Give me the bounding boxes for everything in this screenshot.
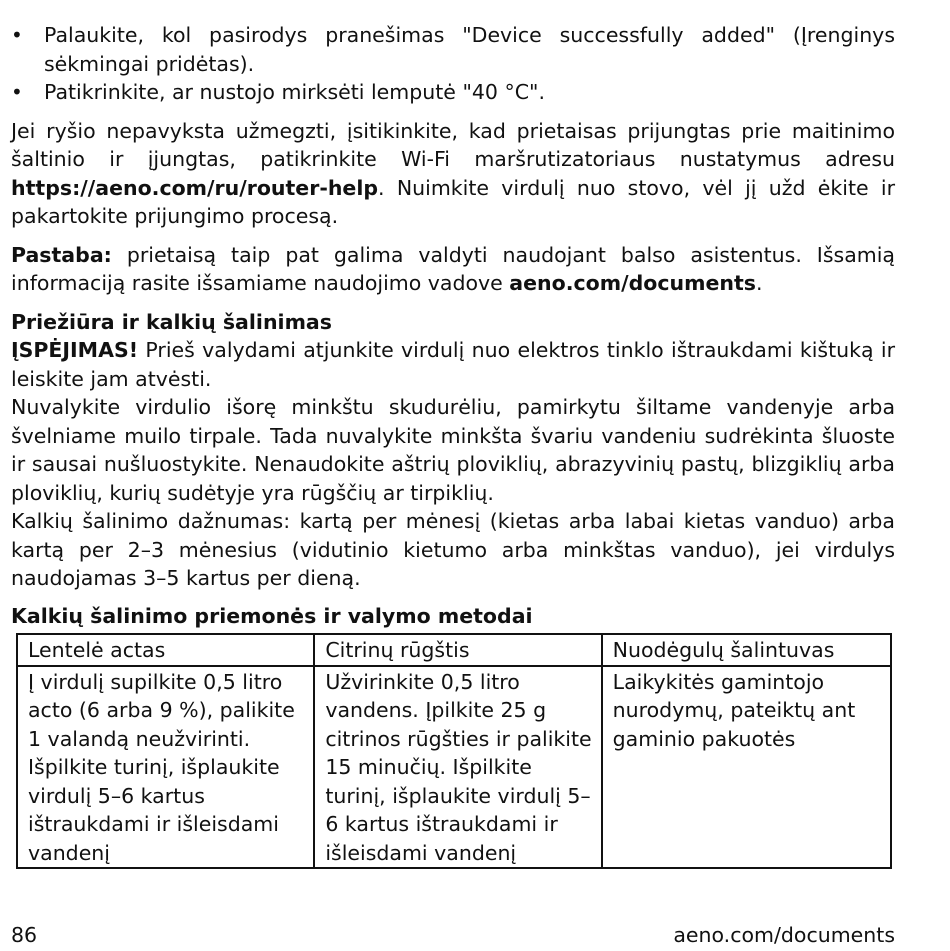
warning-text: Prieš valydami atjunkite virdulį nuo elektros tinklo ištraukdami kištuką ir leiskite jam atvėsti. (11, 338, 895, 391)
warning-paragraph (11, 336, 895, 393)
note-text-before: prietaisą taip pat galima valdyti naudojant balso asistentus. Išsamią informaciją rasite išsamiame naudojimo vadove (11, 242, 895, 295)
page-number: 86 (11, 923, 38, 947)
warning-label: ĮSPĖJIMAS! (11, 338, 139, 362)
manual-page (11, 21, 895, 869)
table-header-cell: Nuodėgulų šalintuvas (602, 634, 891, 666)
note-paragraph (11, 241, 895, 298)
table-header-row (17, 634, 891, 666)
table-row (17, 666, 891, 869)
descaling-frequency-paragraph: Kalkių šalinimo dažnumas: kartą per mėnesį (kietas arba labai kietas vanduo) arba kartą per 2–3 mėnesius (vidutinio kietumo arba minkštas vanduo), jei virdulys naudojamas 3–5 kartus per dieną. (11, 509, 895, 590)
table-cell: Į virdulį supilkite 0,5 litro acto (6 arba 9 %), palikite 1 valandą neužvirinti. Išpilkite turinį, išplaukite virdulį 5–6 kartus ištraukdami ir išleisdami vandenį (17, 666, 314, 869)
list-item: • Palaukite, kol pasirodys pranešimas "Device successfully added" (Įrenginys sėkmingai pridėtas). (11, 21, 895, 78)
connection-troubleshooting-paragraph (11, 117, 895, 231)
cleaning-paragraph: Nuvalykite virdulio išorę minkštu skudurėliu, pamirkytu šiltame vandenyje arba švelniame muilo tirpale. Tada nuvalykite minkšta švariu vandeniu sudrėkinta šluoste ir sausai nušluostykite. Nenaudokite aštrių ploviklių, abrazyvinių pastų, blizgiklių arba ploviklių, kurių sudėtyje yra rūgščių ar tirpiklių. (11, 395, 895, 505)
maintenance-heading: Priežiūra ir kalkių šalinimas (11, 309, 332, 334)
table-cell: Užvirinkite 0,5 litro vandens. Įpilkite 25 g citrinos rūgšties ir palikite 15 minučių. Išpilkite turinį, išplaukite virdulį 5–6 kartus ištraukdami ir išleisdami vandenį (314, 666, 601, 869)
router-help-link[interactable]: https://aeno.com/ru/router-help (11, 175, 379, 200)
connection-text-after: . Nuimkite virdulį nuo stovo, vėl jį užd ėkite ir pakartokite prijungimo procesą. (11, 175, 895, 228)
list-item: • Patikrinkite, ar nustojo mirksėti lemputė "40 °C". (11, 78, 895, 107)
footer-site-link[interactable]: aeno.com/documents (673, 923, 895, 947)
table-header-cell: Citrinų rūgštis (314, 634, 601, 666)
documents-link[interactable]: aeno.com/documents (509, 271, 756, 295)
methods-heading: Kalkių šalinimo priemonės ir valymo metodai (11, 603, 533, 628)
connection-text-before: Jei ryšio nepavyksta užmegzti, įsitikinkite, kad prietaisas prijungtas prie maitinimo šaltinio ir įjungtas, patikrinkite Wi-Fi maršrutizatoriaus nustatymus adresu (11, 118, 895, 171)
setup-steps-list (11, 21, 895, 107)
note-label: Pastaba: (11, 242, 112, 267)
table-header-cell: Lentelė actas (17, 634, 314, 666)
note-text-after: . (755, 271, 763, 295)
table-cell: Laikykitės gamintojo nurodymų, pateiktų ant gaminio pakuotės (602, 666, 891, 869)
descaling-methods-table (16, 633, 892, 869)
